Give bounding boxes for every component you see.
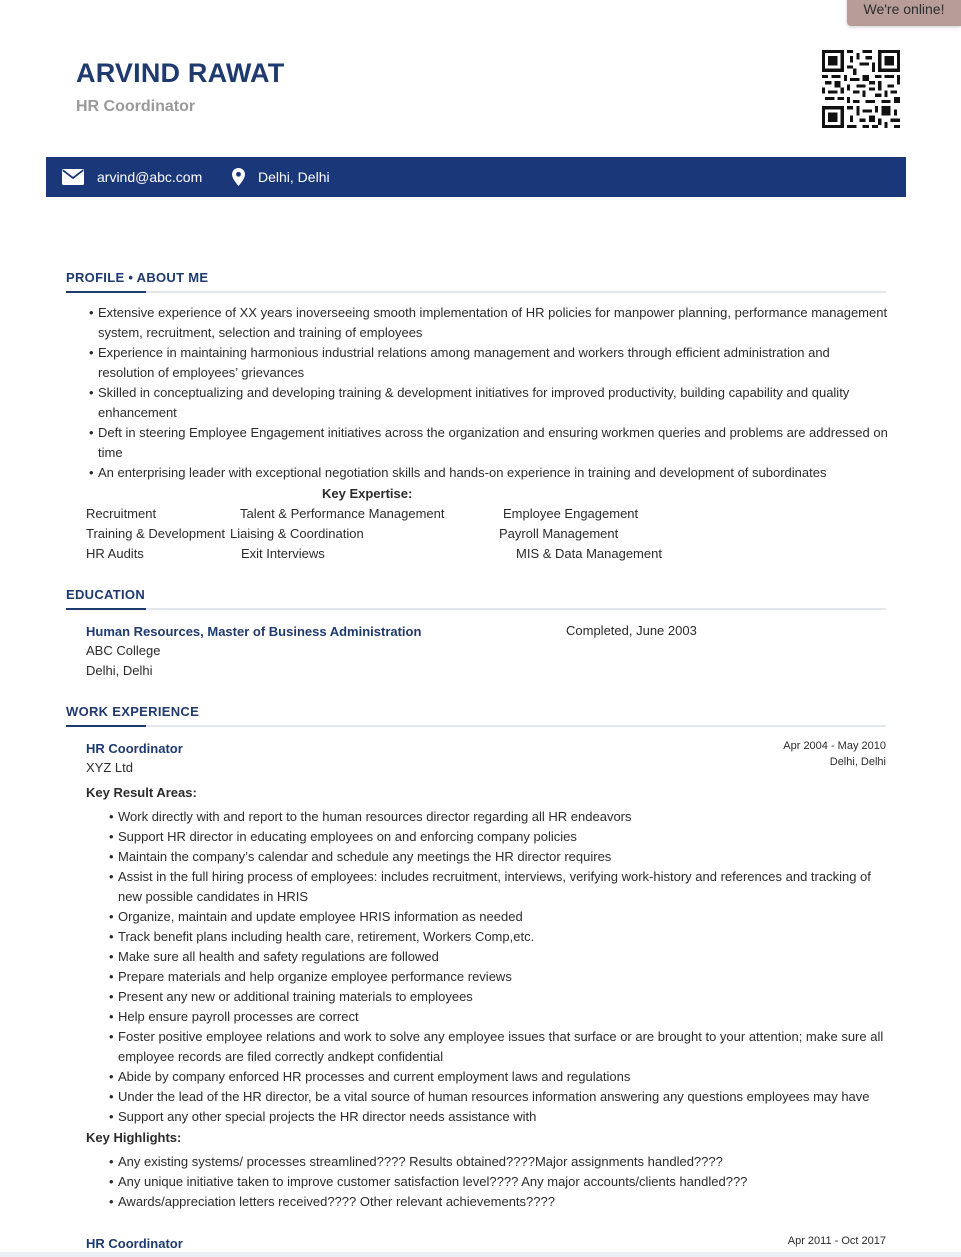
- bullet-item: [109, 1027, 888, 1067]
- bullet-dot: •: [109, 909, 114, 924]
- bullet-item: [109, 1107, 888, 1127]
- qr-code-icon: [822, 50, 900, 128]
- chat-online-tab[interactable]: We're online!: [847, 0, 961, 26]
- bullet-item: [109, 1152, 888, 1172]
- bullet-dot: •: [89, 465, 94, 480]
- degree-completed-date: Completed, June 2003: [566, 623, 697, 638]
- key-expertise-heading: Key Expertise:: [322, 486, 413, 501]
- map-pin-icon: [232, 168, 245, 186]
- bullet-line: Awards/appreciation letters received???? Other relevant achievements????: [118, 1194, 555, 1209]
- job-location: Delhi, Delhi: [829, 756, 886, 768]
- school-name: ABC College: [86, 643, 161, 658]
- contact-location: [232, 157, 330, 197]
- kra-heading: Key Result Areas:: [86, 785, 197, 800]
- expertise-item: Employee Engagement: [503, 506, 639, 521]
- bullet-dot: •: [109, 1154, 114, 1169]
- bullet-line: resolution of employees’ grievances: [98, 365, 305, 380]
- bullet-dot: •: [109, 1109, 114, 1124]
- bullet-line: Support any other special projects the HR director needs assistance with: [118, 1109, 537, 1124]
- contact-bar: [46, 157, 906, 197]
- bullet-line: Assist in the full hiring process of employees: includes recruitment, interviews, verifying work-history and references and tracking of: [118, 869, 871, 884]
- work-experience-heading: WORK EXPERIENCE: [66, 704, 200, 719]
- degree-title: Human Resources, Master of Business Administration: [86, 624, 422, 639]
- expertise-item: HR Audits: [86, 546, 144, 561]
- bullet-item: [109, 827, 888, 847]
- bullet-item: [109, 867, 888, 907]
- job-title: HR Coordinator: [86, 741, 183, 756]
- bullet-line: Work directly with and report to the human resources director regarding all HR endeavors: [118, 809, 632, 824]
- bullet-item: [109, 1087, 888, 1107]
- bullet-line: Organize, maintain and update employee HRIS information as needed: [118, 909, 523, 924]
- bullet-line: Support HR director in educating employees on and enforcing company policies: [118, 829, 577, 844]
- bullet-line: Maintain the company’s calendar and schedule any meetings the HR director requires: [118, 849, 612, 864]
- bullet-dot: •: [109, 1009, 114, 1024]
- bullet-line: Skilled in conceptualizing and developing training & development initiatives for improved productivity, building capability and quality: [98, 385, 850, 400]
- bullet-dot: •: [89, 425, 94, 440]
- bullet-item: [89, 383, 888, 423]
- bullet-dot: •: [109, 949, 114, 964]
- contact-email[interactable]: [62, 157, 202, 197]
- bullet-line: Help ensure payroll processes are correct: [118, 1009, 359, 1024]
- bullet-dot: •: [109, 1194, 114, 1209]
- bullet-dot: •: [109, 809, 114, 824]
- divider-accent: [66, 725, 146, 727]
- bullet-dot: •: [109, 829, 114, 844]
- bullet-dot: •: [109, 1174, 114, 1189]
- profile-divider: [66, 291, 886, 293]
- bullet-line: Make sure all health and safety regulations are followed: [118, 949, 439, 964]
- bullet-item: [109, 1192, 888, 1212]
- job-dates: Apr 2004 - May 2010: [783, 740, 886, 752]
- bullet-line: Abide by company enforced HR processes and current employment laws and regulations: [118, 1069, 631, 1084]
- divider-accent: [66, 608, 146, 610]
- expertise-item: Payroll Management: [499, 526, 619, 541]
- profile-heading: PROFILE • ABOUT ME: [66, 270, 209, 285]
- bullet-line: Any unique initiative taken to improve customer satisfaction level???? Any major accounts/clients handled???: [118, 1174, 748, 1189]
- bullet-dot: •: [109, 869, 114, 884]
- bullet-item: [109, 1067, 888, 1087]
- education-divider: [66, 608, 886, 610]
- job-title: HR Coordinator: [86, 1236, 183, 1251]
- bullet-line: Track benefit plans including health care, retirement, Workers Comp,etc.: [118, 929, 535, 944]
- bullet-line: enhancement: [98, 405, 177, 420]
- bullet-dot: •: [109, 1069, 114, 1084]
- expertise-item: Talent & Performance Management: [240, 506, 445, 521]
- divider-accent: [66, 291, 146, 293]
- bullet-line: time: [98, 445, 123, 460]
- location-text: Delhi, Delhi: [258, 169, 330, 185]
- bullet-line: An enterprising leader with exceptional negotiation skills and hands-on experience in training and development of subordinates: [98, 465, 827, 480]
- bullet-item: [109, 927, 888, 947]
- bullet-line: Deft in steering Employee Engagement initiatives across the organization and ensuring workmen queries and problems are addressed on: [98, 425, 888, 440]
- job-company: XYZ Ltd: [86, 760, 133, 775]
- bullet-line: employee records are filed correctly andkept confidential: [118, 1049, 444, 1064]
- bullet-item: [109, 947, 888, 967]
- bullet-line: Any existing systems/ processes streamlined???? Results obtained????Major assignments handled????: [118, 1154, 723, 1169]
- candidate-name: ARVIND RAWAT: [76, 58, 285, 88]
- work-divider: [66, 725, 886, 727]
- bullet-item: [109, 987, 888, 1007]
- job-dates: Apr 2011 - Oct 2017: [787, 1235, 886, 1247]
- education-heading: EDUCATION: [66, 587, 146, 602]
- highlights-heading: Key Highlights:: [86, 1130, 182, 1145]
- bullet-dot: •: [109, 989, 114, 1004]
- expertise-item: Training & Development: [86, 526, 225, 541]
- bullet-line: Foster positive employee relations and work to solve any employee issues that surface or are brought to your attention; make sure all: [118, 1029, 884, 1044]
- bullet-item: [109, 1172, 888, 1192]
- bullet-item: [89, 343, 888, 383]
- candidate-title: HR Coordinator: [76, 98, 196, 115]
- bullet-item: [89, 423, 888, 463]
- expertise-item: Exit Interviews: [241, 546, 325, 561]
- bullet-item: [109, 807, 888, 827]
- bullet-dot: •: [109, 1029, 114, 1044]
- bullet-line: Present any new or additional training materials to employees: [118, 989, 473, 1004]
- expertise-item: MIS & Data Management: [516, 546, 662, 561]
- bullet-item: [109, 907, 888, 927]
- bullet-item: [89, 463, 888, 483]
- expertise-item: Recruitment: [86, 506, 157, 521]
- bullet-dot: •: [89, 305, 94, 320]
- envelope-icon: [62, 169, 84, 185]
- bullet-dot: •: [109, 969, 114, 984]
- bullet-item: [109, 967, 888, 987]
- bullet-line: Experience in maintaining harmonious industrial relations among management and workers through efficient administration and: [98, 345, 830, 360]
- bullet-line: Prepare materials and help organize employee performance reviews: [118, 969, 512, 984]
- bullet-dot: •: [109, 1089, 114, 1104]
- bullet-dot: •: [109, 849, 114, 864]
- bullet-line: Under the lead of the HR director, be a vital source of human resources information answering any questions employees may have: [118, 1089, 870, 1104]
- bullet-line: new possible candidates in HRIS: [118, 889, 309, 904]
- bullet-dot: •: [109, 929, 114, 944]
- bullet-dot: •: [89, 345, 94, 360]
- bullet-item: [89, 303, 888, 343]
- email-text: arvind@abc.com: [97, 169, 203, 185]
- bullet-line: Extensive experience of XX years inoverseeing smooth implementation of HR policies for manpower planning, performance management: [98, 305, 888, 320]
- bullet-dot: •: [89, 385, 94, 400]
- bullet-line: system, recruitment, selection and training of employees: [98, 325, 423, 340]
- school-location: Delhi, Delhi: [86, 663, 153, 678]
- bullet-item: [109, 1007, 888, 1027]
- expertise-item: Liaising & Coordination: [230, 526, 364, 541]
- page-bottom-edge: [0, 1252, 961, 1257]
- bullet-item: [109, 847, 888, 867]
